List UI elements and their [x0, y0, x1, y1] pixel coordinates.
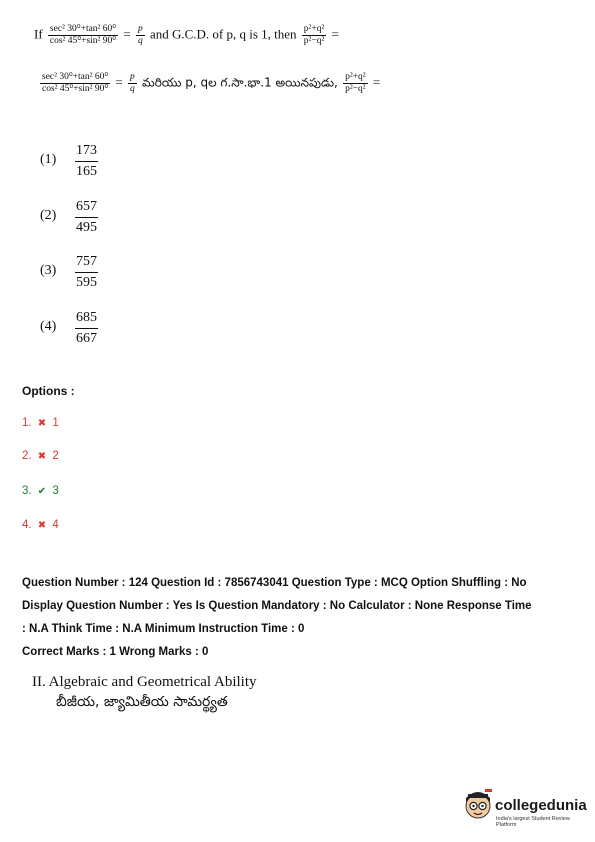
p-symbol: p [137, 24, 143, 34]
meta-line-2: Display Question Number : Yes Is Question Mandatory : No Calculator : None Response Time [22, 600, 532, 612]
cross-icon: ✖ [37, 418, 47, 429]
answer-option-fraction [75, 308, 98, 349]
condition-english: and G.C.D. of p, q is 1, then [149, 26, 297, 42]
answer-option-1 [40, 141, 120, 185]
condition-telugu: మరియు p, qల గ.సా.భా.1 అయినపుడు, [142, 75, 338, 90]
target-fraction [302, 24, 327, 47]
answer-option-fraction [75, 252, 98, 293]
p-symbol-te: p [130, 72, 135, 82]
choice-value: 3 [52, 485, 59, 497]
choice-index: 4. [22, 519, 32, 531]
options-title: Options : [22, 384, 75, 398]
answer-option-4 [40, 308, 120, 352]
target-denominator: p²−q² [303, 35, 325, 46]
section-title-telugu: బీజీయ, జ్యామితీయ సామర్థ్యత [56, 694, 228, 710]
equals-sign-te: = [115, 74, 123, 90]
answer-option-number: (3) [40, 263, 57, 278]
meta-line-4: Correct Marks : 1 Wrong Marks : 0 [22, 646, 209, 658]
choice-1 [22, 417, 59, 429]
answer-option-number: (4) [40, 319, 57, 334]
answer-option-numerator: 685 [75, 308, 98, 329]
meta-line-1: Question Number : 124 Question Id : 7856743041 Question Type : MCQ Option Shuffling : No [22, 577, 527, 589]
choice-3 [22, 485, 59, 497]
question-english [34, 24, 339, 47]
choice-index: 3. [22, 485, 32, 497]
logo-tagline: India's largest Student Review Platform [496, 816, 570, 828]
answer-option-fraction [75, 141, 98, 182]
pq-fraction [136, 24, 145, 47]
answer-option-numerator: 757 [75, 252, 98, 273]
answer-option-denominator: 495 [76, 220, 97, 235]
equals-sign-te-end: = [372, 74, 381, 90]
logo-name: collegedunia [495, 797, 587, 814]
fraction-denominator-te: cos² 45⁰+sin² 90⁰ [42, 83, 109, 94]
target-numerator-te: p²+q² [345, 72, 366, 82]
answer-option-numerator: 657 [75, 197, 98, 218]
check-icon: ✔ [37, 486, 47, 497]
question-telugu [38, 72, 380, 95]
choice-2 [22, 450, 59, 462]
choice-index: 2. [22, 450, 32, 462]
answer-option-denominator: 667 [76, 331, 97, 346]
target-numerator: p²+q² [303, 24, 325, 34]
equals-sign-end: = [331, 26, 339, 42]
answer-option-denominator: 165 [76, 164, 97, 179]
pq-fraction-te [128, 72, 137, 95]
equals-sign: = [123, 26, 131, 42]
answer-option-2 [40, 197, 120, 241]
choice-value: 1 [52, 417, 59, 429]
question-prefix: If [34, 26, 43, 42]
collegedunia-logo [463, 788, 588, 828]
q-symbol-te: q [130, 83, 135, 94]
question-fraction-te [40, 72, 110, 95]
answer-option-denominator: 595 [76, 275, 97, 290]
q-symbol: q [137, 35, 143, 46]
question-meta [22, 572, 582, 664]
fraction-numerator-te: sec² 30⁰+tan² 60⁰ [42, 72, 109, 82]
answer-option-numerator: 173 [75, 141, 98, 162]
answer-option-number: (2) [40, 208, 57, 223]
answer-option-3 [40, 252, 120, 296]
choice-value: 4 [52, 519, 59, 531]
section-title-english: II. Algebraic and Geometrical Ability [32, 674, 257, 690]
target-denominator-te: p²−q² [345, 83, 366, 94]
question-fraction [48, 24, 118, 47]
cross-icon: ✖ [37, 451, 47, 462]
cross-icon: ✖ [37, 520, 47, 531]
target-fraction-te [343, 72, 368, 95]
answer-option-fraction [75, 197, 98, 238]
choice-index: 1. [22, 417, 32, 429]
answer-option-number: (1) [40, 152, 57, 167]
meta-line-3: : N.A Think Time : N.A Minimum Instruction Time : 0 [22, 623, 305, 635]
mascot-icon [463, 788, 493, 824]
fraction-denominator: cos² 45⁰+sin² 90⁰ [49, 35, 117, 46]
choice-value: 2 [52, 450, 59, 462]
choice-4 [22, 519, 59, 531]
fraction-numerator: sec² 30⁰+tan² 60⁰ [49, 24, 117, 34]
